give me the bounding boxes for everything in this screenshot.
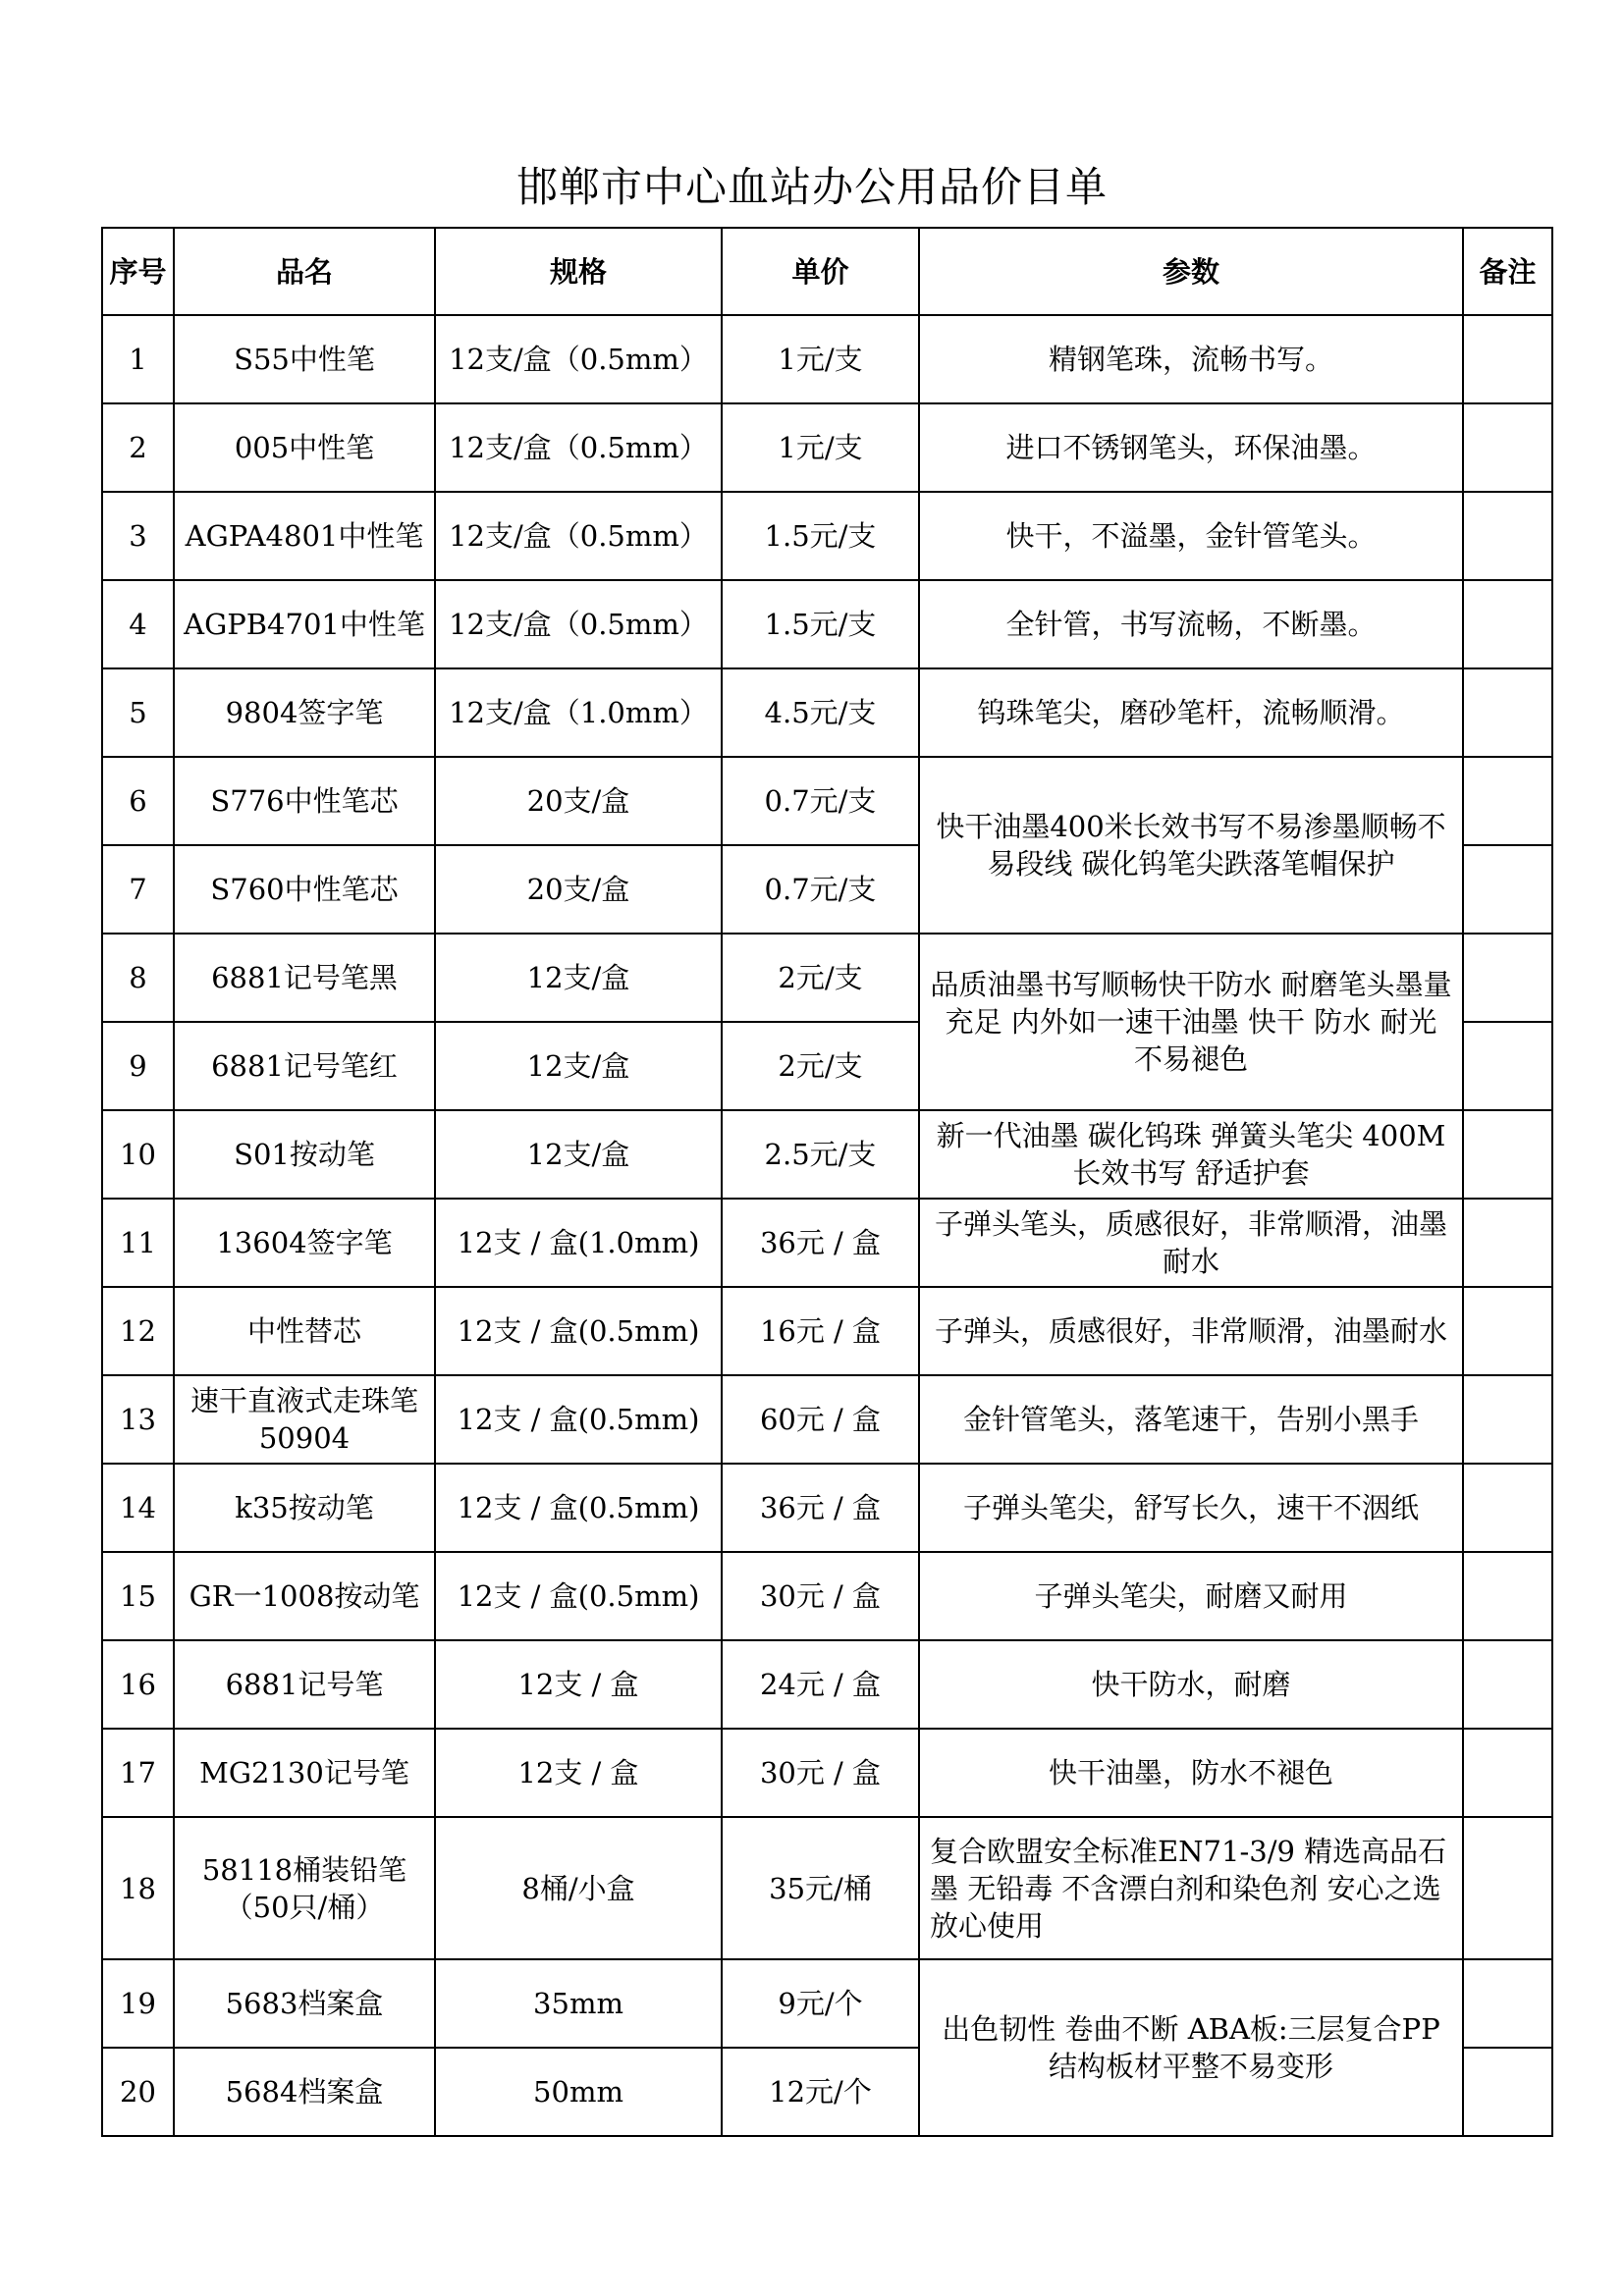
cell-no: 19 bbox=[102, 1959, 174, 2048]
cell-spec: 12支 / 盒(0.5mm) bbox=[435, 1464, 722, 1552]
cell-name: 中性替芯 bbox=[174, 1287, 435, 1375]
cell-spec: 12支/盒（1.0mm） bbox=[435, 668, 722, 757]
cell-name: S55中性笔 bbox=[174, 315, 435, 403]
header-params: 参数 bbox=[919, 228, 1463, 315]
cell-params: 快干油墨，防水不褪色 bbox=[919, 1729, 1463, 1817]
table-row bbox=[102, 1959, 1552, 2048]
cell-price: 36元 / 盒 bbox=[722, 1464, 919, 1552]
table-row bbox=[102, 1640, 1552, 1729]
cell-price: 2.5元/支 bbox=[722, 1110, 919, 1199]
cell-params: 新一代油墨 碳化钨珠 弹簧头笔尖 400M长效书写 舒适护套 bbox=[919, 1110, 1463, 1199]
cell-no: 10 bbox=[102, 1110, 174, 1199]
header-price: 单价 bbox=[722, 228, 919, 315]
table-row bbox=[102, 403, 1552, 492]
cell-name: S01按动笔 bbox=[174, 1110, 435, 1199]
cell-name: 9804签字笔 bbox=[174, 668, 435, 757]
cell-remark bbox=[1463, 845, 1552, 934]
header-row bbox=[102, 228, 1552, 315]
cell-no: 7 bbox=[102, 845, 174, 934]
cell-no: 16 bbox=[102, 1640, 174, 1729]
cell-remark bbox=[1463, 403, 1552, 492]
cell-price: 9元/个 bbox=[722, 1959, 919, 2048]
cell-name: 5684档案盒 bbox=[174, 2048, 435, 2136]
cell-remark bbox=[1463, 580, 1552, 668]
cell-price: 24元 / 盒 bbox=[722, 1640, 919, 1729]
cell-params: 子弹头笔头，质感很好，非常顺滑，油墨耐水 bbox=[919, 1199, 1463, 1287]
cell-spec: 35mm bbox=[435, 1959, 722, 2048]
cell-price: 35元/桶 bbox=[722, 1817, 919, 1959]
cell-params: 子弹头笔尖，耐磨又耐用 bbox=[919, 1552, 1463, 1640]
cell-price: 12元/个 bbox=[722, 2048, 919, 2136]
cell-name: 5683档案盒 bbox=[174, 1959, 435, 2048]
cell-remark bbox=[1463, 757, 1552, 845]
cell-spec: 20支/盒 bbox=[435, 845, 722, 934]
cell-spec: 12支/盒（0.5mm） bbox=[435, 403, 722, 492]
cell-spec: 12支 / 盒(0.5mm) bbox=[435, 1552, 722, 1640]
cell-name: 005中性笔 bbox=[174, 403, 435, 492]
cell-remark bbox=[1463, 315, 1552, 403]
cell-no: 18 bbox=[102, 1817, 174, 1959]
cell-remark bbox=[1463, 2048, 1552, 2136]
cell-remark bbox=[1463, 1640, 1552, 1729]
header-no: 序号 bbox=[102, 228, 174, 315]
table-row bbox=[102, 492, 1552, 580]
cell-no: 17 bbox=[102, 1729, 174, 1817]
cell-no: 13 bbox=[102, 1375, 174, 1464]
cell-remark bbox=[1463, 934, 1552, 1022]
cell-remark bbox=[1463, 1287, 1552, 1375]
cell-price: 2元/支 bbox=[722, 1022, 919, 1110]
cell-spec: 12支/盒 bbox=[435, 934, 722, 1022]
cell-price: 60元 / 盒 bbox=[722, 1375, 919, 1464]
cell-no: 2 bbox=[102, 403, 174, 492]
cell-name: 58118桶装铅笔（50只/桶） bbox=[174, 1817, 435, 1959]
cell-no: 6 bbox=[102, 757, 174, 845]
cell-spec: 12支 / 盒 bbox=[435, 1640, 722, 1729]
cell-name: S776中性笔芯 bbox=[174, 757, 435, 845]
cell-no: 4 bbox=[102, 580, 174, 668]
cell-params: 快干防水，耐磨 bbox=[919, 1640, 1463, 1729]
cell-name: AGPB4701中性笔 bbox=[174, 580, 435, 668]
cell-no: 5 bbox=[102, 668, 174, 757]
cell-params: 快干，不溢墨，金针管笔头。 bbox=[919, 492, 1463, 580]
cell-name: 6881记号笔红 bbox=[174, 1022, 435, 1110]
cell-price: 1元/支 bbox=[722, 315, 919, 403]
cell-name: 6881记号笔 bbox=[174, 1640, 435, 1729]
cell-params: 全针管，书写流畅，不断墨。 bbox=[919, 580, 1463, 668]
cell-price: 0.7元/支 bbox=[722, 757, 919, 845]
table-row bbox=[102, 1464, 1552, 1552]
cell-params: 快干油墨400米长效书写不易渗墨顺畅不易段线 碳化钨笔尖跌落笔帽保护 bbox=[919, 757, 1463, 934]
cell-no: 3 bbox=[102, 492, 174, 580]
table-row bbox=[102, 1110, 1552, 1199]
cell-remark bbox=[1463, 1110, 1552, 1199]
table-row bbox=[102, 757, 1552, 845]
cell-spec: 12支 / 盒(1.0mm) bbox=[435, 1199, 722, 1287]
cell-name: AGPA4801中性笔 bbox=[174, 492, 435, 580]
page-title: 邯郸市中心血站办公用品价目单 bbox=[515, 163, 1108, 211]
table-row bbox=[102, 580, 1552, 668]
table-row bbox=[102, 934, 1552, 1022]
cell-no: 14 bbox=[102, 1464, 174, 1552]
cell-name: k35按动笔 bbox=[174, 1464, 435, 1552]
cell-remark bbox=[1463, 1375, 1552, 1464]
cell-spec: 12支/盒（0.5mm） bbox=[435, 580, 722, 668]
header-remark: 备注 bbox=[1463, 228, 1552, 315]
cell-spec: 12支 / 盒 bbox=[435, 1729, 722, 1817]
cell-spec: 12支/盒（0.5mm） bbox=[435, 492, 722, 580]
cell-params: 复合欧盟安全标准EN71-3/9 精选高品石墨 无铅毒 不含漂白剂和染色剂 安心之选 放心使用 bbox=[919, 1817, 1463, 1959]
cell-remark bbox=[1463, 1199, 1552, 1287]
cell-name: 6881记号笔黑 bbox=[174, 934, 435, 1022]
cell-price: 2元/支 bbox=[722, 934, 919, 1022]
cell-no: 15 bbox=[102, 1552, 174, 1640]
cell-name: MG2130记号笔 bbox=[174, 1729, 435, 1817]
table-row bbox=[102, 1552, 1552, 1640]
cell-price: 1.5元/支 bbox=[722, 580, 919, 668]
cell-no: 9 bbox=[102, 1022, 174, 1110]
cell-params: 品质油墨书写顺畅快干防水 耐磨笔头墨量充足 内外如一速干油墨 快干 防水 耐光 不易褪色 bbox=[919, 934, 1463, 1110]
cell-price: 30元 / 盒 bbox=[722, 1552, 919, 1640]
cell-name: S760中性笔芯 bbox=[174, 845, 435, 934]
cell-params: 金针管笔头，落笔速干，告别小黑手 bbox=[919, 1375, 1463, 1464]
cell-price: 1.5元/支 bbox=[722, 492, 919, 580]
cell-params: 出色韧性 卷曲不断 ABA板:三层复合PP结构板材平整不易变形 bbox=[919, 1959, 1463, 2136]
cell-spec: 12支/盒（0.5mm） bbox=[435, 315, 722, 403]
cell-params: 进口不锈钢笔头，环保油墨。 bbox=[919, 403, 1463, 492]
cell-price: 16元 / 盒 bbox=[722, 1287, 919, 1375]
cell-no: 12 bbox=[102, 1287, 174, 1375]
cell-price: 1元/支 bbox=[722, 403, 919, 492]
cell-spec: 8桶/小盒 bbox=[435, 1817, 722, 1959]
cell-no: 1 bbox=[102, 315, 174, 403]
table-row bbox=[102, 1199, 1552, 1287]
table-row bbox=[102, 1817, 1552, 1959]
cell-price: 30元 / 盒 bbox=[722, 1729, 919, 1817]
cell-remark bbox=[1463, 1464, 1552, 1552]
cell-remark bbox=[1463, 1729, 1552, 1817]
cell-name: 13604签字笔 bbox=[174, 1199, 435, 1287]
cell-spec: 20支/盒 bbox=[435, 757, 722, 845]
cell-remark bbox=[1463, 492, 1552, 580]
cell-remark bbox=[1463, 668, 1552, 757]
cell-spec: 12支 / 盒(0.5mm) bbox=[435, 1287, 722, 1375]
header-name: 品名 bbox=[174, 228, 435, 315]
cell-spec: 12支 / 盒(0.5mm) bbox=[435, 1375, 722, 1464]
cell-remark bbox=[1463, 1022, 1552, 1110]
table-row bbox=[102, 315, 1552, 403]
cell-price: 0.7元/支 bbox=[722, 845, 919, 934]
cell-params: 子弹头，质感很好，非常顺滑，油墨耐水 bbox=[919, 1287, 1463, 1375]
cell-name: 速干直液式走珠笔50904 bbox=[174, 1375, 435, 1464]
cell-spec: 12支/盒 bbox=[435, 1110, 722, 1199]
cell-no: 11 bbox=[102, 1199, 174, 1287]
cell-no: 20 bbox=[102, 2048, 174, 2136]
cell-spec: 50mm bbox=[435, 2048, 722, 2136]
table-row bbox=[102, 1287, 1552, 1375]
header-spec: 规格 bbox=[435, 228, 722, 315]
cell-no: 8 bbox=[102, 934, 174, 1022]
cell-params: 钨珠笔尖，磨砂笔杆，流畅顺滑。 bbox=[919, 668, 1463, 757]
cell-price: 36元 / 盒 bbox=[722, 1199, 919, 1287]
price-table bbox=[101, 227, 1553, 2137]
cell-name: GR一1008按动笔 bbox=[174, 1552, 435, 1640]
cell-params: 子弹头笔尖，舒写长久，速干不洇纸 bbox=[919, 1464, 1463, 1552]
table-row bbox=[102, 1375, 1552, 1464]
cell-remark bbox=[1463, 1959, 1552, 2048]
cell-params: 精钢笔珠，流畅书写。 bbox=[919, 315, 1463, 403]
cell-price: 4.5元/支 bbox=[722, 668, 919, 757]
table-row bbox=[102, 668, 1552, 757]
table-row bbox=[102, 1729, 1552, 1817]
cell-spec: 12支/盒 bbox=[435, 1022, 722, 1110]
cell-remark bbox=[1463, 1552, 1552, 1640]
cell-remark bbox=[1463, 1817, 1552, 1959]
